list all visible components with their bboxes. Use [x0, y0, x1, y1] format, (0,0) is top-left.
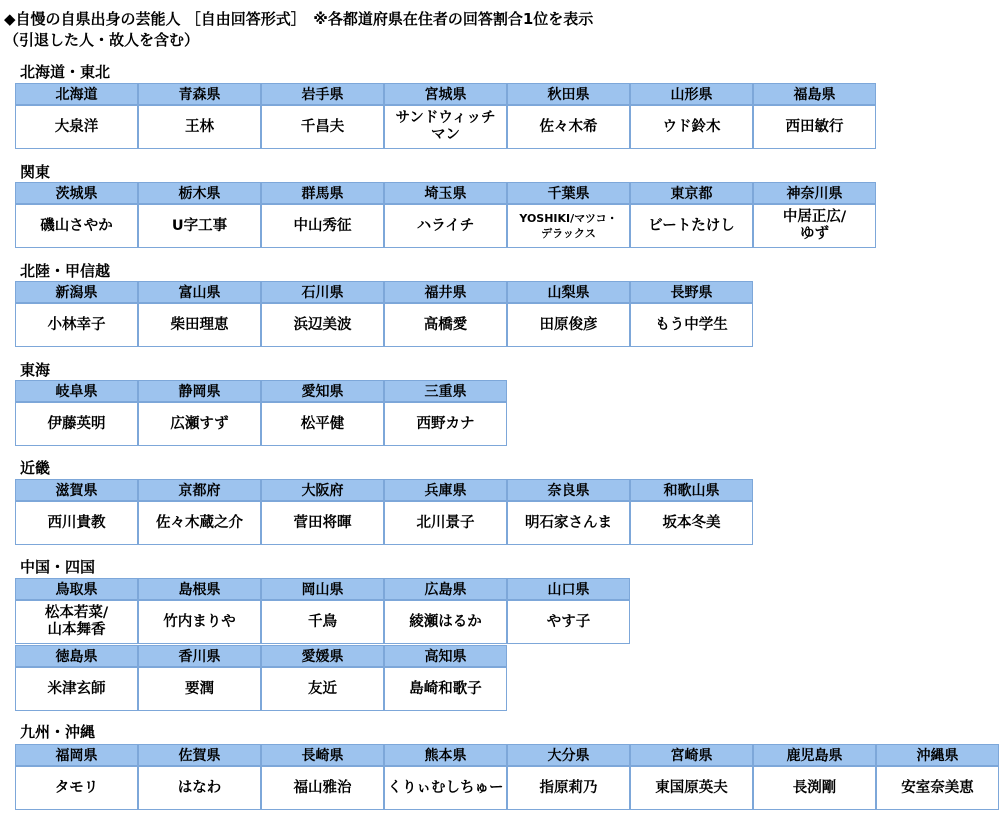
celebrity-answer: 中山秀征	[261, 204, 384, 248]
prefecture-header: 大分県	[507, 744, 630, 766]
celebrity-answer: 長渕剛	[753, 766, 876, 810]
prefecture-header: 徳島県	[15, 645, 138, 667]
prefecture-table	[15, 380, 999, 446]
celebrity-answer: 千昌夫	[261, 105, 384, 149]
prefecture-header: 岡山県	[261, 578, 384, 600]
celebrity-answer: 高橋愛	[384, 303, 507, 347]
prefecture-header: 福島県	[753, 83, 876, 105]
celebrity-answer: YOSHIKI/マツコ・ デラックス	[507, 204, 630, 248]
region-label: 中国・四国	[20, 558, 96, 576]
celebrity-answer: はなわ	[138, 766, 261, 810]
celebrity-answer: もう中学生	[630, 303, 753, 347]
prefecture-header: 宮城県	[384, 83, 507, 105]
prefecture-table	[15, 281, 999, 347]
prefecture-header: 愛媛県	[261, 645, 384, 667]
page-subtitle: （引退した人・故人を含む）	[4, 31, 200, 49]
celebrity-answer: 田原俊彦	[507, 303, 630, 347]
celebrity-answer: 友近	[261, 667, 384, 711]
celebrity-answer: 米津玄師	[15, 667, 138, 711]
celebrity-answer: 佐々木希	[507, 105, 630, 149]
prefecture-header: 京都府	[138, 479, 261, 501]
celebrity-answer: 綾瀬はるか	[384, 600, 507, 644]
celebrity-answer: 王林	[138, 105, 261, 149]
prefecture-header: 香川県	[138, 645, 261, 667]
region-label: 北陸・甲信越	[20, 262, 111, 280]
celebrity-answer: 佐々木蔵之介	[138, 501, 261, 545]
celebrity-answer: ウド鈴木	[630, 105, 753, 149]
region-label: 近畿	[20, 459, 51, 477]
prefecture-header: 山形県	[630, 83, 753, 105]
prefecture-table	[15, 645, 999, 711]
prefecture-header: 鹿児島県	[753, 744, 876, 766]
prefecture-header: 広島県	[384, 578, 507, 600]
celebrity-answer: 安室奈美恵	[876, 766, 999, 810]
celebrity-answer: 西川貴教	[15, 501, 138, 545]
prefecture-header: 長崎県	[261, 744, 384, 766]
prefecture-header: 山口県	[507, 578, 630, 600]
celebrity-answer: 松平健	[261, 402, 384, 446]
region-label: 九州・沖縄	[20, 723, 96, 741]
prefecture-header: 千葉県	[507, 182, 630, 204]
celebrity-answer: 大泉洋	[15, 105, 138, 149]
prefecture-header: 静岡県	[138, 380, 261, 402]
prefecture-header: 新潟県	[15, 281, 138, 303]
celebrity-answer: サンドウィッチ マン	[384, 105, 507, 149]
celebrity-answer: 伊藤英明	[15, 402, 138, 446]
celebrity-answer: 柴田理恵	[138, 303, 261, 347]
celebrity-answer: タモリ	[15, 766, 138, 810]
celebrity-answer: 西田敏行	[753, 105, 876, 149]
prefecture-table	[15, 744, 999, 810]
celebrity-answer: 東国原英夫	[630, 766, 753, 810]
celebrity-answer: 島崎和歌子	[384, 667, 507, 711]
prefecture-header: 宮崎県	[630, 744, 753, 766]
prefecture-header: 埼玉県	[384, 182, 507, 204]
celebrity-answer: 指原莉乃	[507, 766, 630, 810]
celebrity-answer: 中居正広/ ゆず	[753, 204, 876, 248]
prefecture-header: 佐賀県	[138, 744, 261, 766]
celebrity-answer: 明石家さんま	[507, 501, 630, 545]
prefecture-header: 富山県	[138, 281, 261, 303]
celebrity-answer: 北川景子	[384, 501, 507, 545]
prefecture-header: 福井県	[384, 281, 507, 303]
prefecture-header: 長野県	[630, 281, 753, 303]
prefecture-header: 島根県	[138, 578, 261, 600]
celebrity-answer: ビートたけし	[630, 204, 753, 248]
celebrity-answer: 広瀬すず	[138, 402, 261, 446]
prefecture-header: 三重県	[384, 380, 507, 402]
prefecture-header: 秋田県	[507, 83, 630, 105]
prefecture-header: 茨城県	[15, 182, 138, 204]
prefecture-table	[15, 182, 999, 248]
celebrity-answer: 千鳥	[261, 600, 384, 644]
region-label: 北海道・東北	[20, 63, 111, 81]
prefecture-header: 石川県	[261, 281, 384, 303]
prefecture-header: 高知県	[384, 645, 507, 667]
prefecture-header: 栃木県	[138, 182, 261, 204]
celebrity-answer: 菅田将暉	[261, 501, 384, 545]
prefecture-header: 東京都	[630, 182, 753, 204]
prefecture-header: 岩手県	[261, 83, 384, 105]
celebrity-answer: 松本若菜/ 山本舞香	[15, 600, 138, 644]
region-label: 関東	[20, 163, 51, 181]
prefecture-header: 滋賀県	[15, 479, 138, 501]
prefecture-header: 福岡県	[15, 744, 138, 766]
prefecture-header: 大阪府	[261, 479, 384, 501]
celebrity-answer: 浜辺美波	[261, 303, 384, 347]
prefecture-header: 岐阜県	[15, 380, 138, 402]
prefecture-table	[15, 479, 999, 545]
prefecture-header: 熊本県	[384, 744, 507, 766]
prefecture-header: 和歌山県	[630, 479, 753, 501]
celebrity-answer: 小林幸子	[15, 303, 138, 347]
prefecture-header: 鳥取県	[15, 578, 138, 600]
celebrity-answer: U字工事	[138, 204, 261, 248]
celebrity-answer: 福山雅治	[261, 766, 384, 810]
prefecture-header: 沖縄県	[876, 744, 999, 766]
prefecture-header: 愛知県	[261, 380, 384, 402]
celebrity-answer: 要潤	[138, 667, 261, 711]
celebrity-answer: やす子	[507, 600, 630, 644]
prefecture-header: 神奈川県	[753, 182, 876, 204]
prefecture-header: 兵庫県	[384, 479, 507, 501]
prefecture-header: 山梨県	[507, 281, 630, 303]
celebrity-answer: 竹内まりや	[138, 600, 261, 644]
page-title: ◆自慢の自県出身の芸能人 ［自由回答形式］ ※各都道府県在住者の回答割合1位を表示	[4, 10, 594, 28]
prefecture-header: 北海道	[15, 83, 138, 105]
prefecture-header: 青森県	[138, 83, 261, 105]
celebrity-answer: ハライチ	[384, 204, 507, 248]
prefecture-table	[15, 578, 999, 644]
celebrity-answer: 坂本冬美	[630, 501, 753, 545]
celebrity-answer: 西野カナ	[384, 402, 507, 446]
region-label: 東海	[20, 361, 51, 379]
celebrity-answer: 磯山さやか	[15, 204, 138, 248]
prefecture-header: 群馬県	[261, 182, 384, 204]
celebrity-answer: くりぃむしちゅー	[384, 766, 507, 810]
prefecture-header: 奈良県	[507, 479, 630, 501]
prefecture-table	[15, 83, 999, 149]
